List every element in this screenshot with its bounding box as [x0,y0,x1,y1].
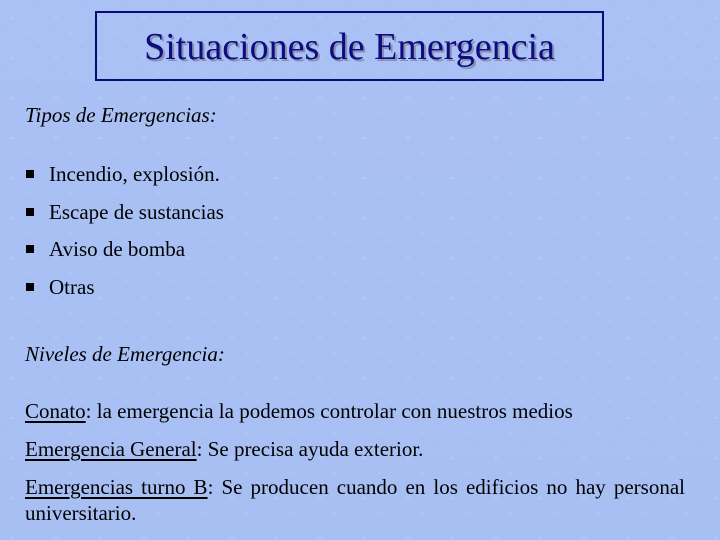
square-bullet-icon [26,170,34,178]
level-emergencias-turno-b [25,474,685,526]
square-bullet-icon [26,245,34,253]
levels-heading: Niveles de Emergencia: [25,342,225,366]
list-item-label: Escape de sustancias [49,199,224,224]
level-description: : la emergencia la podemos controlar con nuestros medios [85,399,573,423]
level-term: Emergencia General [25,437,197,461]
slide-title: Situaciones de Emergencia [144,26,555,68]
level-term: Emergencias turno B [25,475,208,499]
list-item-label: Aviso de bomba [49,237,186,261]
level-term: Conato [25,399,86,423]
square-bullet-icon [26,208,34,216]
level-description: : Se producen cuando en los edificios no hay personal universitario. [25,475,685,525]
square-bullet-icon [26,283,34,291]
level-description: : Se precisa ayuda exterior. [196,437,424,461]
title-box [95,11,604,81]
list-item-label: Incendio, explosión. [49,162,220,186]
level-conato [25,398,685,424]
list-item-label: Otras [49,274,95,299]
level-emergencia-general [25,436,685,462]
types-heading: Tipos de Emergencias: [25,103,217,127]
